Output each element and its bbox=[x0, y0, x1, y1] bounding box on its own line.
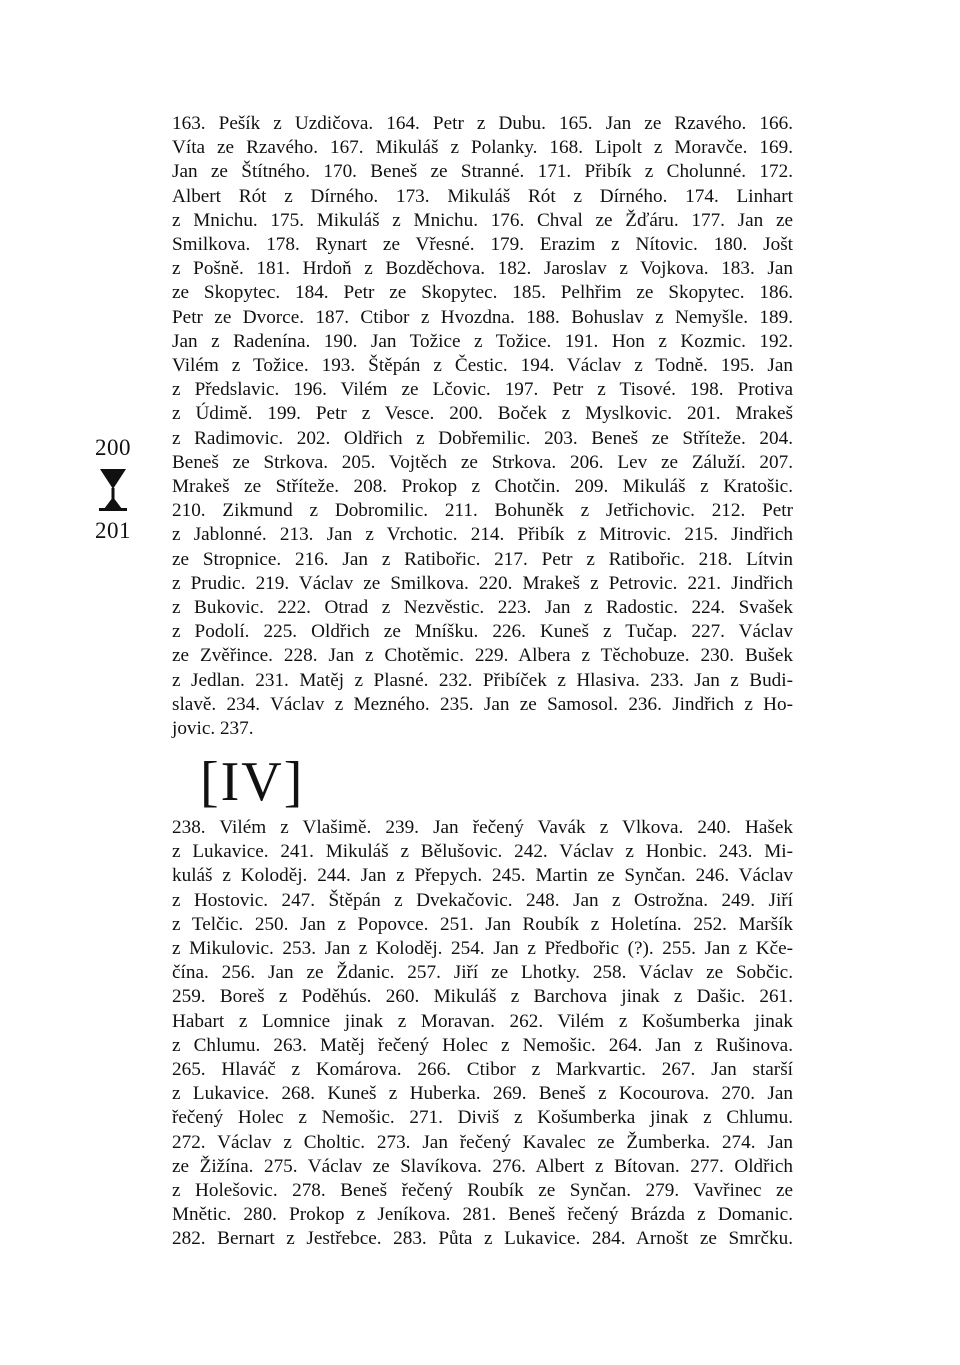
text-block-2 bbox=[172, 816, 793, 1252]
text-line: z Bukovic. 222. Otrad z Nezvěstic. 223. Jan z Radostic. 224. Svašek bbox=[172, 597, 793, 619]
text-line: Víta ze Rzavého. 167. Mikuláš z Polanky. 168. Lipolt z Moravče. 169. bbox=[172, 137, 793, 159]
text-line: kuláš z Koloděj. 244. Jan z Přepych. 245. Martin ze Synčan. 246. Václav bbox=[172, 865, 793, 887]
text-line: ze Stropnice. 216. Jan z Ratibořic. 217. Petr z Ratibořic. 218. Lítvin bbox=[172, 548, 793, 570]
text-line: z Telčic. 250. Jan z Popovce. 251. Jan Roubík z Holetína. 252. Maršík bbox=[172, 913, 793, 935]
text-line: Petr ze Dvorce. 187. Ctibor z Hvozdna. 188. Bohuslav z Nemyšle. 189. bbox=[172, 306, 793, 328]
text-line: z Mikulovic. 253. Jan z Koloděj. 254. Jan z Předbořic (?). 255. Jan z Kče- bbox=[172, 938, 793, 960]
text-line: ze Skopytec. 184. Petr ze Skopytec. 185. Pelhřim ze Skopytec. 186. bbox=[172, 282, 793, 304]
text-line: z Jedlan. 231. Matěj z Plasné. 232. Přibíček z Hlasiva. 233. Jan z Budi- bbox=[172, 669, 793, 691]
text-line: řečený Holec z Nemošic. 271. Diviš z Košumberka jinak z Chlumu. bbox=[172, 1107, 793, 1129]
text-line: 272. Václav z Choltic. 273. Jan řečený Kavalec ze Žumberka. 274. Jan bbox=[172, 1131, 793, 1153]
text-line: Beneš ze Strkova. 205. Vojtěch ze Strkova. 206. Lev ze Záluží. 207. bbox=[172, 451, 793, 473]
text-line: 238. Vilém z Vlašimě. 239. Jan řečený Vavák z Vlkova. 240. Hašek bbox=[172, 817, 793, 838]
text-line: Smilkova. 178. Rynart ze Vřesné. 179. Erazim z Nítovic. 180. Jošt bbox=[172, 234, 793, 256]
text-line: Jan ze Štítného. 170. Beneš ze Stranné. 171. Přibík z Cholunné. 172. bbox=[172, 161, 793, 183]
chalice-icon bbox=[98, 467, 128, 513]
text-line: Mnětic. 280. Prokop z Jeníkova. 281. Beneš řečený Brázda z Domanic. bbox=[172, 1204, 793, 1226]
text-line: z Holešovic. 278. Beneš řečený Roubík ze Synčan. 279. Vavřinec ze bbox=[172, 1180, 793, 1202]
text-line: Mrakeš ze Stříteže. 208. Prokop z Chotčin. 209. Mikuláš z Kratošic. bbox=[172, 476, 793, 498]
text-line: ze Žižína. 275. Václav ze Slavíkova. 276. Albert z Bítovan. 277. Oldřich bbox=[172, 1155, 793, 1177]
page-number-right: 201 bbox=[95, 518, 131, 543]
text-line: z Pošně. 181. Hrdoň z Bozděchova. 182. Jaroslav z Vojkova. 183. Jan bbox=[172, 258, 793, 280]
text-line: 259. Boreš z Poděhús. 260. Mikuláš z Barchova jinak z Dašic. 261. bbox=[172, 986, 793, 1008]
text-line: čína. 256. Jan ze Ždanic. 257. Jiří ze Lhotky. 258. Václav ze Sobčic. bbox=[172, 962, 793, 984]
text-line: ze Zvěřince. 228. Jan z Chotěmic. 229. Albera z Těchobuze. 230. Bušek bbox=[172, 645, 793, 667]
text-line: z Předslavic. 196. Vilém ze Lčovic. 197. Petr z Tisové. 198. Protiva bbox=[172, 379, 793, 401]
text-line: z Radimovic. 202. Oldřich z Dobřemilic. 203. Beneš ze Stříteže. 204. bbox=[172, 427, 793, 449]
text-line: z Podolí. 225. Oldřich ze Mníšku. 226. Kuneš z Tučap. 227. Václav bbox=[172, 621, 793, 643]
page-number-marker bbox=[78, 436, 148, 542]
text-line: Jan z Radenína. 190. Jan Tožice z Tožice. 191. Hon z Kozmic. 192. bbox=[172, 330, 793, 352]
text-line: z Lukavice. 268. Kuneš z Huberka. 269. Beneš z Kocourova. 270. Jan bbox=[172, 1083, 793, 1105]
text-line: z Chlumu. 263. Matěj řečený Holec z Nemošic. 264. Jan z Rušinova. bbox=[172, 1034, 793, 1056]
text-line: slavě. 234. Václav z Mezného. 235. Jan ze Samosol. 236. Jindřich z Ho- bbox=[172, 693, 793, 715]
text-line: z Mnichu. 175. Mikuláš z Mnichu. 176. Chval ze Žďáru. 177. Jan ze bbox=[172, 209, 793, 231]
text-line: z Jablonné. 213. Jan z Vrchotic. 214. Přibík z Mitrovic. 215. Jindřich bbox=[172, 524, 793, 546]
text-line: jovic. 237. bbox=[172, 718, 254, 740]
text-line: z Prudic. 219. Václav ze Smilkova. 220. Mrakeš z Petrovic. 221. Jindřich bbox=[172, 572, 793, 594]
text-line: Albert Rót z Dírného. 173. Mikuláš Rót z Dírného. 174. Linhart bbox=[172, 185, 793, 207]
text-line: z Údimě. 199. Petr z Vesce. 200. Boček z Myslkovic. 201. Mrakeš bbox=[172, 403, 793, 425]
text-line: 210. Zikmund z Dobromilic. 211. Bohuněk z Jetřichovic. 212. Petr bbox=[172, 500, 793, 522]
text-line: z Lukavice. 241. Mikuláš z Bělušovic. 242. Václav z Honbic. 243. Mi- bbox=[172, 841, 793, 863]
page-number-left: 200 bbox=[95, 435, 131, 460]
text-line: Habart z Lomnice jinak z Moravan. 262. Vilém z Košumberka jinak bbox=[172, 1010, 793, 1032]
section-heading: [IV] bbox=[200, 751, 305, 813]
text-line: 163. Pešík z Uzdičova. 164. Petr z Dubu. 165. Jan ze Rzavého. 166. bbox=[172, 113, 793, 134]
text-line: 265. Hlaváč z Komárova. 266. Ctibor z Markvartic. 267. Jan starší bbox=[172, 1059, 793, 1081]
text-line: Vilém z Tožice. 193. Štěpán z Čestic. 194. Václav z Todně. 195. Jan bbox=[172, 355, 793, 377]
text-block-1 bbox=[172, 112, 793, 741]
text-line: z Hostovic. 247. Štěpán z Dvekačovic. 248. Jan z Ostrožna. 249. Jiří bbox=[172, 889, 793, 911]
text-line: 282. Bernart z Jestřebce. 283. Půta z Lukavice. 284. Arnošt ze Smrčku. bbox=[172, 1228, 793, 1250]
